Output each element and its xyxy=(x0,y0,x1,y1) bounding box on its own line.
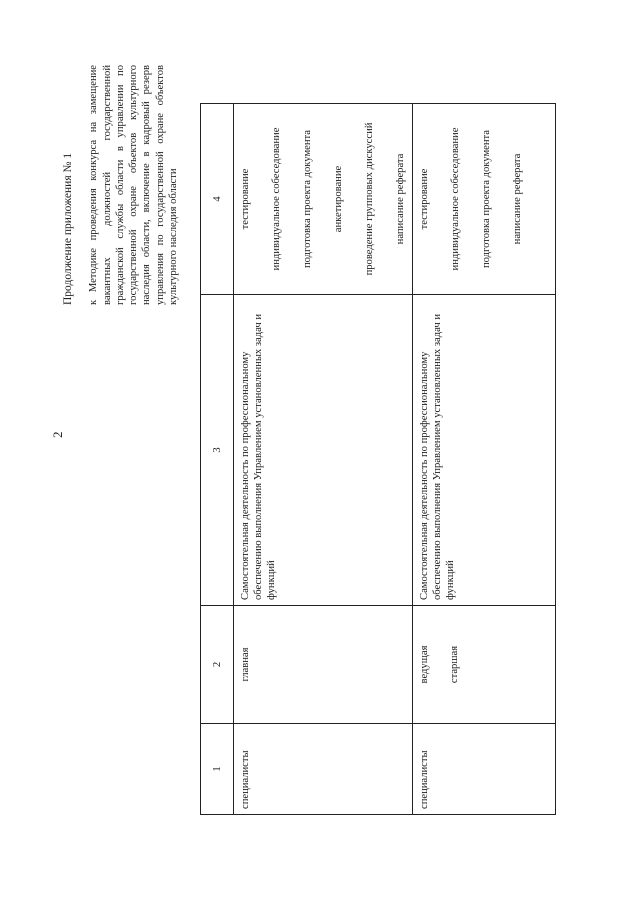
level-cell xyxy=(234,606,413,724)
method-item: проведение групповых дискуссий xyxy=(364,122,375,276)
description-cell: Самостоятельная деятельность по профессиональному обеспечению выполнения Управлением установленных задач и функций xyxy=(234,295,413,606)
description-cell: Самостоятельная деятельность по профессиональному обеспечению выполнения Управлением установленных задач и функций xyxy=(413,295,556,606)
method-item: подготовка проекта документа xyxy=(302,130,313,269)
page-number: 2 xyxy=(50,431,65,438)
level-item: ведущая xyxy=(419,645,430,684)
table-header-cell: 2 xyxy=(201,606,234,724)
method-item: написание реферата xyxy=(512,153,523,245)
level-item: старшая xyxy=(449,645,460,684)
table-row xyxy=(234,104,413,815)
methods-cell xyxy=(413,104,556,295)
table-header-cell: 4 xyxy=(201,104,234,295)
methods-cell xyxy=(234,104,413,295)
appendix-title: Продолжение приложения № 1 xyxy=(62,152,74,305)
method-item: анкетирование xyxy=(333,165,344,233)
method-item: тестирование xyxy=(419,168,430,230)
appendix-header xyxy=(62,65,180,305)
method-item: индивидуальное собеседование xyxy=(271,127,282,271)
method-item: тестирование xyxy=(240,168,251,230)
method-item: индивидуальное собеседование xyxy=(450,127,461,271)
level-cell xyxy=(413,606,556,724)
table-header-cell: 3 xyxy=(201,295,234,606)
table-row xyxy=(413,104,556,815)
appendix-text: к Методике проведения конкурса на замещение вакантных должностей государственной гражданской службы области в управлении по государственной охране объектов культурного наследия области, включение в кадровый резерв управления по государственной охране объектов культурного наследия области xyxy=(88,65,180,305)
group-cell: специалисты xyxy=(413,724,556,815)
group-cell: специалисты xyxy=(234,724,413,815)
table-header-row xyxy=(201,104,234,815)
method-item: подготовка проекта документа xyxy=(481,130,492,269)
methods-table xyxy=(200,103,556,815)
table-header-cell: 1 xyxy=(201,724,234,815)
method-item: написание реферата xyxy=(395,153,406,245)
level-item: главная xyxy=(240,647,251,682)
